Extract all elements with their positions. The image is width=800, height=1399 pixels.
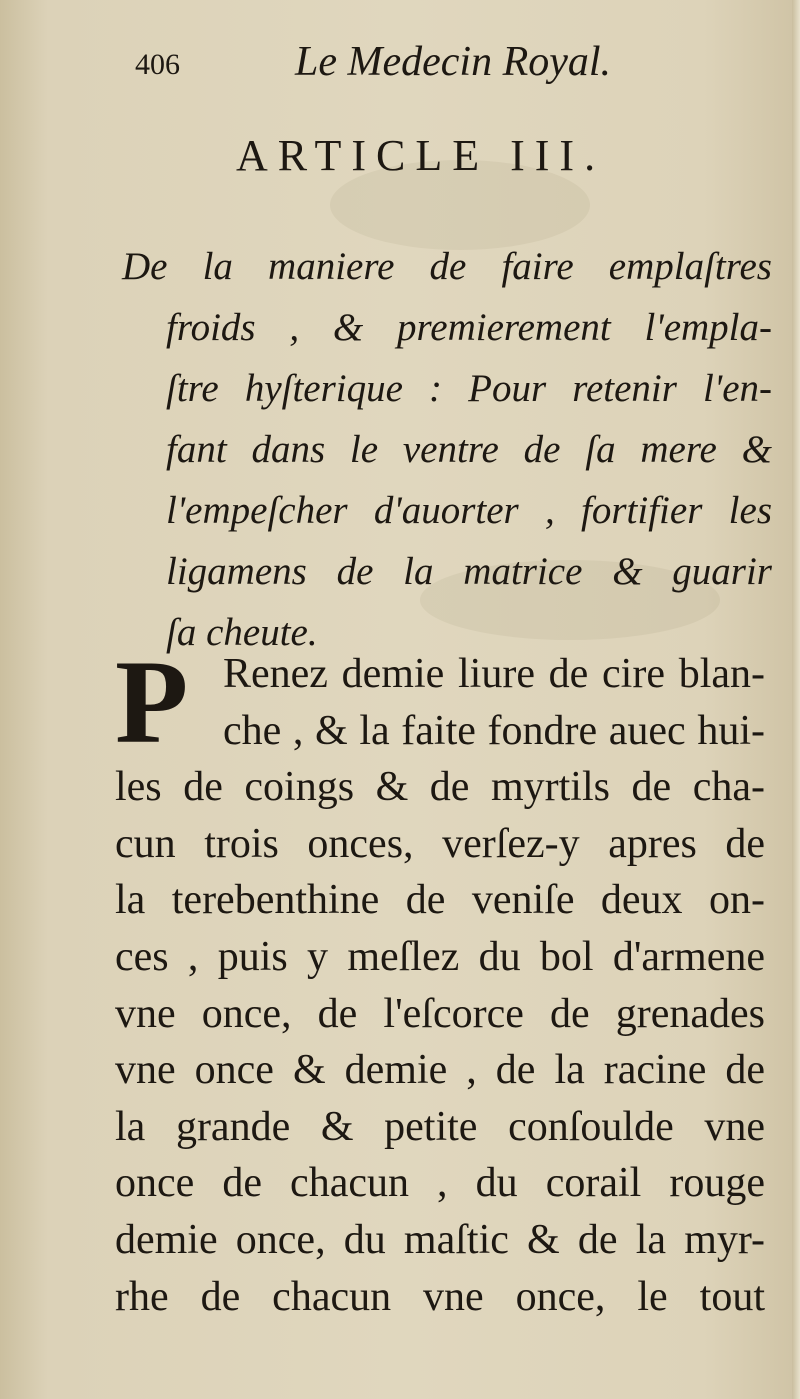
text-line: Renez demie liure de cire blan- <box>223 651 765 697</box>
subtitle-line: ſa cheute. <box>166 611 318 654</box>
text-line: les de coings & de myrtils de cha- <box>115 764 765 811</box>
text-line: vne once, de l'eſcorce de grenades <box>115 990 765 1037</box>
subtitle-line: ligamens de la matrice & guarir <box>166 550 772 593</box>
text-line: demie once, du maſtic & de la myr- <box>115 1216 765 1263</box>
subtitle-line: fant dans le ventre de ſa mere & <box>166 428 772 471</box>
text-line: la grande & petite conſoulde vne <box>115 1103 765 1150</box>
text-line: ces , puis y meſlez du bol d'armene <box>115 933 765 980</box>
page-edge <box>792 0 800 1399</box>
text-line: che , & la faite fondre auec hui- <box>223 707 765 754</box>
text-line: once de chacun , du corail rouge <box>115 1160 765 1207</box>
text-line: vne once & demie , de la racine de <box>115 1047 765 1094</box>
page-number: 406 <box>135 48 180 81</box>
subtitle-line: l'empeſcher d'auorter , fortifier les <box>166 489 772 532</box>
subtitle-line: De la maniere de faire emplaſtres <box>122 245 772 288</box>
running-title: Le Medecin Royal. <box>295 39 612 85</box>
recipe-paragraph <box>115 635 765 1325</box>
drop-cap: P <box>115 635 189 768</box>
subtitle-line: ſtre hyſterique : Pour retenir l'en- <box>166 367 772 410</box>
text-line: rhe de chacun vne once, le tout <box>115 1273 765 1320</box>
article-subtitle <box>122 236 772 663</box>
text-line: la terebenthine de veniſe deux on- <box>115 877 765 924</box>
page-header <box>135 38 695 98</box>
article-heading: ARTICLE III. <box>236 131 606 180</box>
subtitle-line: froids , & premierement l'empla- <box>166 306 772 349</box>
text-line: cun trois onces, verſez-y apres de <box>115 820 765 867</box>
